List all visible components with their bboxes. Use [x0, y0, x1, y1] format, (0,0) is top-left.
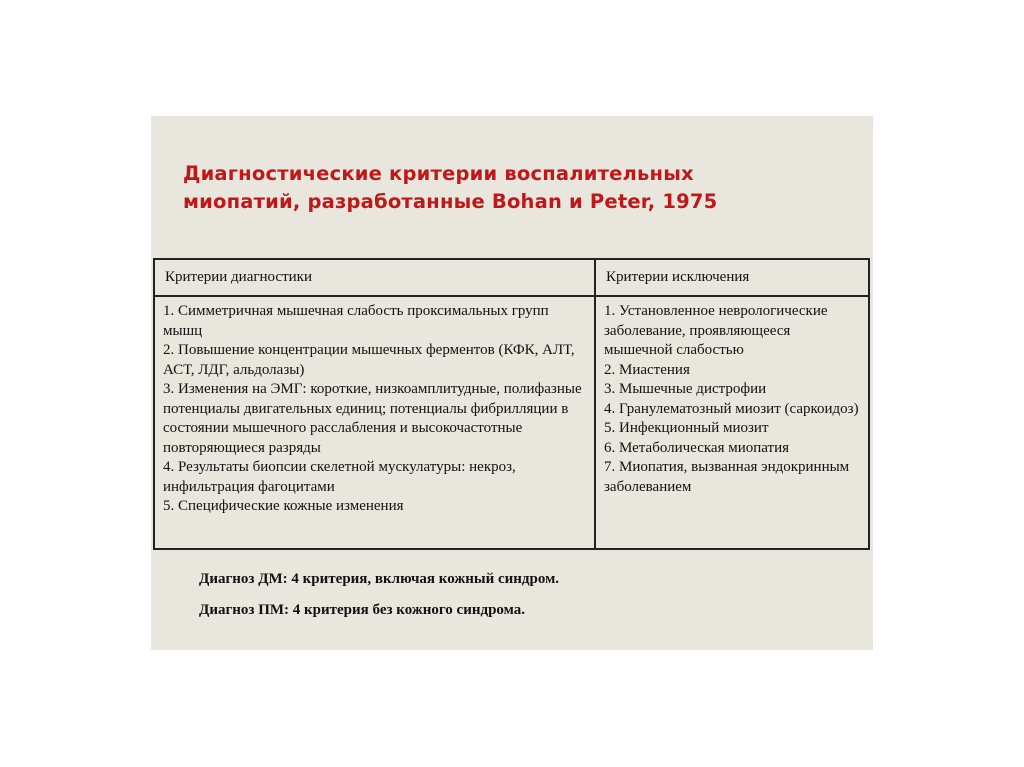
diagnostic-criterion-4: 4. Результаты биопсии скелетной мускулатуры: некроз, инфильтрация фагоцитами — [163, 459, 516, 495]
slide-title-line-2: миопатий, разработанные Bohan и Peter, 1975 — [183, 190, 718, 213]
exclusion-criterion-2: 2. Миастения — [604, 361, 690, 378]
diagnostic-criteria-cell — [154, 296, 595, 549]
header-exclusion-criteria: Критерии исключения — [595, 259, 869, 296]
diagnostic-criteria-list — [163, 302, 588, 517]
exclusion-criterion-6: 6. Метаболическая миопатия — [604, 439, 790, 456]
diagnosis-dm: Диагноз ДМ: 4 критерия, включая кожный синдром. — [199, 571, 560, 587]
exclusion-criterion-3: 3. Мышечные дистрофии — [604, 381, 767, 397]
table-header-row — [154, 259, 869, 296]
exclusion-criteria-list — [604, 302, 862, 497]
diagnostic-criterion-5: 5. Специфические кожные изменения — [163, 498, 404, 514]
diagnostic-criterion-3: 3. Изменения на ЭМГ: короткие, низкоамплитудные, полифазные потенциалы двигательных единиц; потенциалы фибрилляции в состоянии мышечного расслабления и высокочастотные повторяющиеся разряды — [163, 381, 582, 456]
criteria-table — [153, 258, 870, 550]
exclusion-criteria-cell — [595, 296, 869, 549]
exclusion-criterion-1: 1. Установленное неврологические заболевание, проявляющееся мышечной слабостью — [604, 303, 828, 358]
diagnostic-criterion-1: 1. Симметричная мышечная слабость проксимальных групп мышц — [163, 303, 549, 339]
diagnosis-pm: Диагноз ПМ: 4 критерия без кожного синдрома. — [199, 602, 525, 618]
slide-title-line-1: Диагностические критерии воспалительных — [183, 162, 694, 185]
exclusion-criterion-7: 7. Миопатия, вызванная эндокринным заболеванием — [604, 459, 850, 495]
exclusion-criterion-5: 5. Инфекционный миозит — [604, 420, 769, 436]
slide-title — [183, 160, 853, 216]
table-row — [154, 296, 869, 549]
exclusion-criterion-4: 4. Гранулематозный миозит (саркоидоз) — [604, 400, 859, 417]
slide — [151, 116, 873, 650]
header-diagnostic-criteria: Критерии диагностики — [154, 259, 595, 296]
diagnostic-criterion-2: 2. Повышение концентрации мышечных ферментов (КФК, АЛТ, АСТ, ЛДГ, альдолазы) — [163, 342, 575, 378]
